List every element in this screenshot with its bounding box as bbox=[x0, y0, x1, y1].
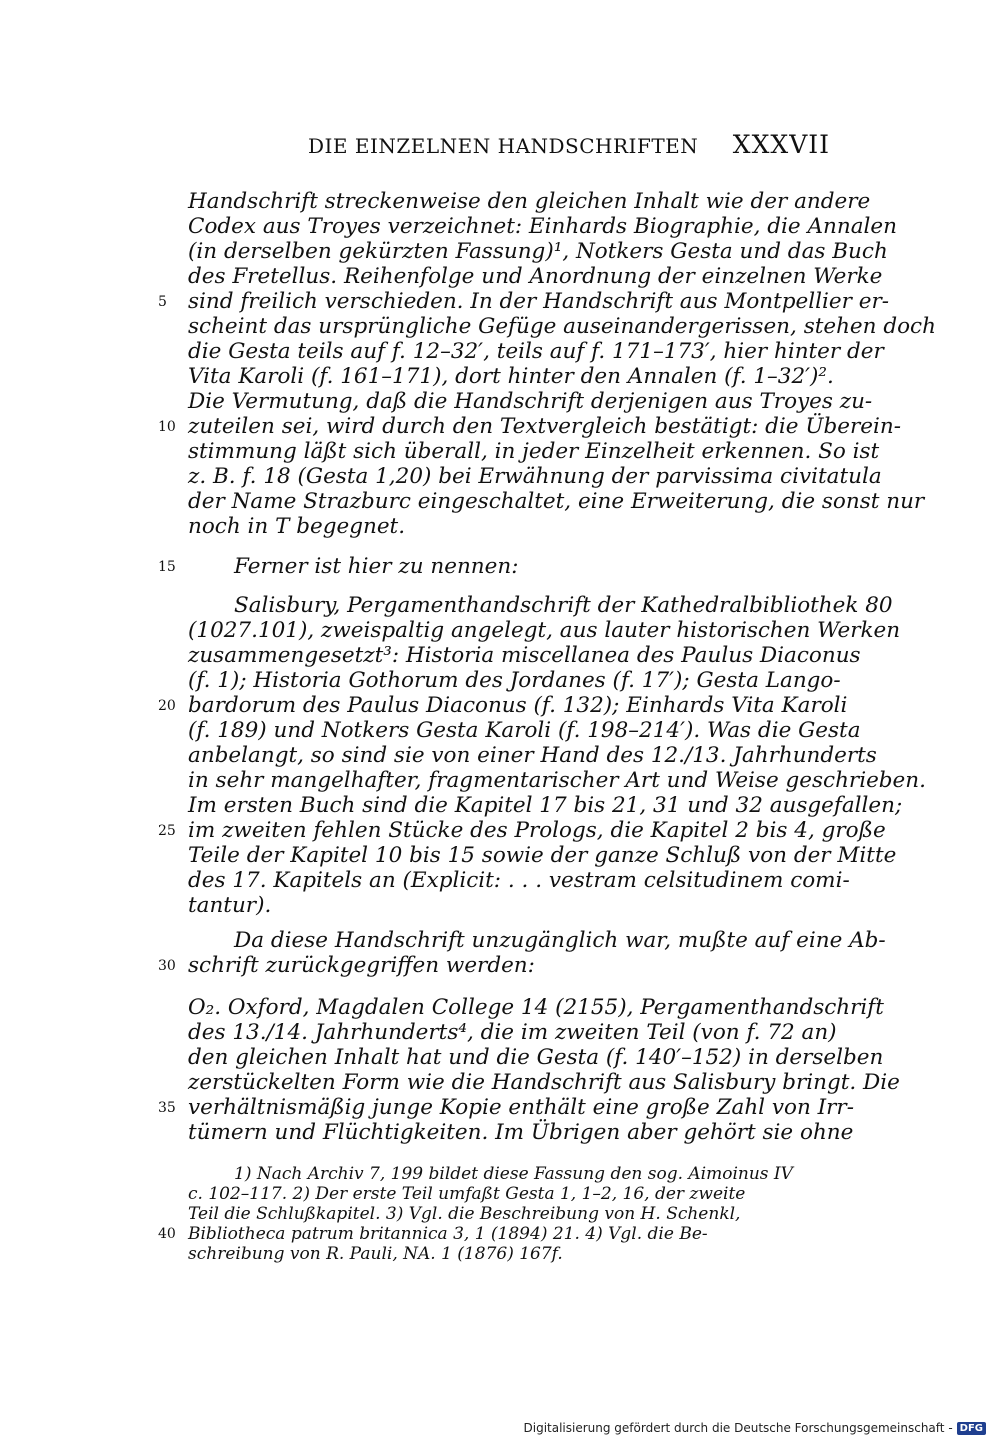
page-header bbox=[308, 130, 830, 160]
text-line: die Gesta teils auf f. 12–32′, teils auf f. 171–173′, hier hinter der bbox=[188, 339, 884, 364]
footnote-line: 1) Nach Archiv 7, 199 bildet diese Fassung den sog. Aimoinus IV bbox=[234, 1164, 793, 1184]
line-number: 10 bbox=[158, 419, 176, 435]
text-line: den gleichen Inhalt hat und die Gesta (f. 140′–152) in derselben bbox=[188, 1045, 884, 1070]
text-line: Salisbury, Pergamenthandschrift der Kathedralbibliothek 80 bbox=[234, 593, 893, 618]
text-line: Die Vermutung, daß die Handschrift derjenigen aus Troyes zu- bbox=[188, 389, 873, 414]
line-number: 25 bbox=[158, 823, 176, 839]
text-line: schrift zurückgegriffen werden: bbox=[188, 953, 535, 978]
text-line: noch in T begegnet. bbox=[188, 514, 406, 539]
text-line: bardorum des Paulus Diaconus (f. 132); Einhards Vita Karoli bbox=[188, 693, 848, 718]
text-line: des Fretellus. Reihenfolge und Anordnung der einzelnen Werke bbox=[188, 264, 883, 289]
text-line: (in derselben gekürzten Fassung)¹, Notkers Gesta und das Buch bbox=[188, 239, 888, 264]
text-line: zerstückelten Form wie die Handschrift aus Salisbury bringt. Die bbox=[188, 1070, 900, 1095]
line-number: 20 bbox=[158, 698, 176, 714]
line-number: 15 bbox=[158, 559, 176, 575]
text-line: zuteilen sei, wird durch den Textvergleich bestätigt: die Überein- bbox=[188, 414, 901, 439]
running-title: DIE EINZELNEN HANDSCHRIFTEN bbox=[308, 134, 699, 158]
credit-text: Digitalisierung gefördert durch die Deutsche Forschungsgemeinschaft - bbox=[523, 1421, 953, 1435]
digitization-credit bbox=[524, 1421, 987, 1435]
text-line: z. B. f. 18 (Gesta 1,20) bei Erwähnung der parvissima civitatula bbox=[188, 464, 882, 489]
text-line: anbelangt, so sind sie von einer Hand des 12./13. Jahrhunderts bbox=[188, 743, 877, 768]
line-number: 30 bbox=[158, 958, 176, 974]
line-number: 5 bbox=[158, 294, 167, 310]
footnote-line: c. 102–117. 2) Der erste Teil umfaßt Gesta 1, 1–2, 16, der zweite bbox=[188, 1184, 746, 1204]
text-line: O₂. Oxford, Magdalen College 14 (2155), Pergamenthandschrift bbox=[188, 995, 884, 1020]
text-line: in sehr mangelhafter, fragmentarischer Art und Weise geschrieben. bbox=[188, 768, 926, 793]
page-number: XXXVII bbox=[732, 130, 830, 159]
text-line: verhältnismäßig junge Kopie enthält eine große Zahl von Irr- bbox=[188, 1095, 854, 1120]
text-line: im zweiten fehlen Stücke des Prologs, die Kapitel 2 bis 4, große bbox=[188, 818, 886, 843]
footnote-line: Bibliotheca patrum britannica 3, 1 (1894) 21. 4) Vgl. die Be- bbox=[188, 1224, 708, 1244]
text-line: tümern und Flüchtigkeiten. Im Übrigen aber gehört sie ohne bbox=[188, 1120, 854, 1145]
dfg-logo: DFG bbox=[957, 1422, 986, 1435]
text-line: Teile der Kapitel 10 bis 15 sowie der ganze Schluß von der Mitte bbox=[188, 843, 897, 868]
text-line: des 13./14. Jahrhunderts⁴, die im zweiten Teil (von f. 72 an) bbox=[188, 1020, 837, 1045]
text-line: sind freilich verschieden. In der Handschrift aus Montpellier er- bbox=[188, 289, 889, 314]
text-line: (f. 189) und Notkers Gesta Karoli (f. 198–214′). Was die Gesta bbox=[188, 718, 861, 743]
footnote-line: Teil die Schlußkapitel. 3) Vgl. die Beschreibung von H. Schenkl, bbox=[188, 1204, 741, 1224]
footnote-line: schreibung von R. Pauli, NA. 1 (1876) 167f. bbox=[188, 1244, 563, 1264]
line-number: 40 bbox=[158, 1226, 176, 1242]
text-line: (f. 1); Historia Gothorum des Jordanes (f. 17′); Gesta Lango- bbox=[188, 668, 841, 693]
text-line: Da diese Handschrift unzugänglich war, mußte auf eine Ab- bbox=[234, 928, 886, 953]
line-number: 35 bbox=[158, 1100, 176, 1116]
text-line: tantur). bbox=[188, 893, 272, 918]
text-line: des 17. Kapitels an (Explicit: . . . vestram celsitudinem comi- bbox=[188, 868, 850, 893]
text-line: Codex aus Troyes verzeichnet: Einhards Biographie, die Annalen bbox=[188, 214, 897, 239]
text-line: (1027.101), zweispaltig angelegt, aus lauter historischen Werken bbox=[188, 618, 901, 643]
text-line: scheint das ursprüngliche Gefüge auseinandergerissen, stehen doch bbox=[188, 314, 936, 339]
text-line: der Name Strazburc eingeschaltet, eine Erweiterung, die sonst nur bbox=[188, 489, 925, 514]
text-line: Vita Karoli (f. 161–171), dort hinter den Annalen (f. 1–32′)². bbox=[188, 364, 834, 389]
text-line: stimmung läßt sich überall, in jeder Einzelheit erkennen. So ist bbox=[188, 439, 880, 464]
text-line: Ferner ist hier zu nennen: bbox=[234, 554, 519, 579]
text-line: Im ersten Buch sind die Kapitel 17 bis 21, 31 und 32 ausgefallen; bbox=[188, 793, 903, 818]
text-line: zusammengesetzt³: Historia miscellanea des Paulus Diaconus bbox=[188, 643, 861, 668]
text-line: Handschrift streckenweise den gleichen Inhalt wie der andere bbox=[188, 189, 871, 214]
